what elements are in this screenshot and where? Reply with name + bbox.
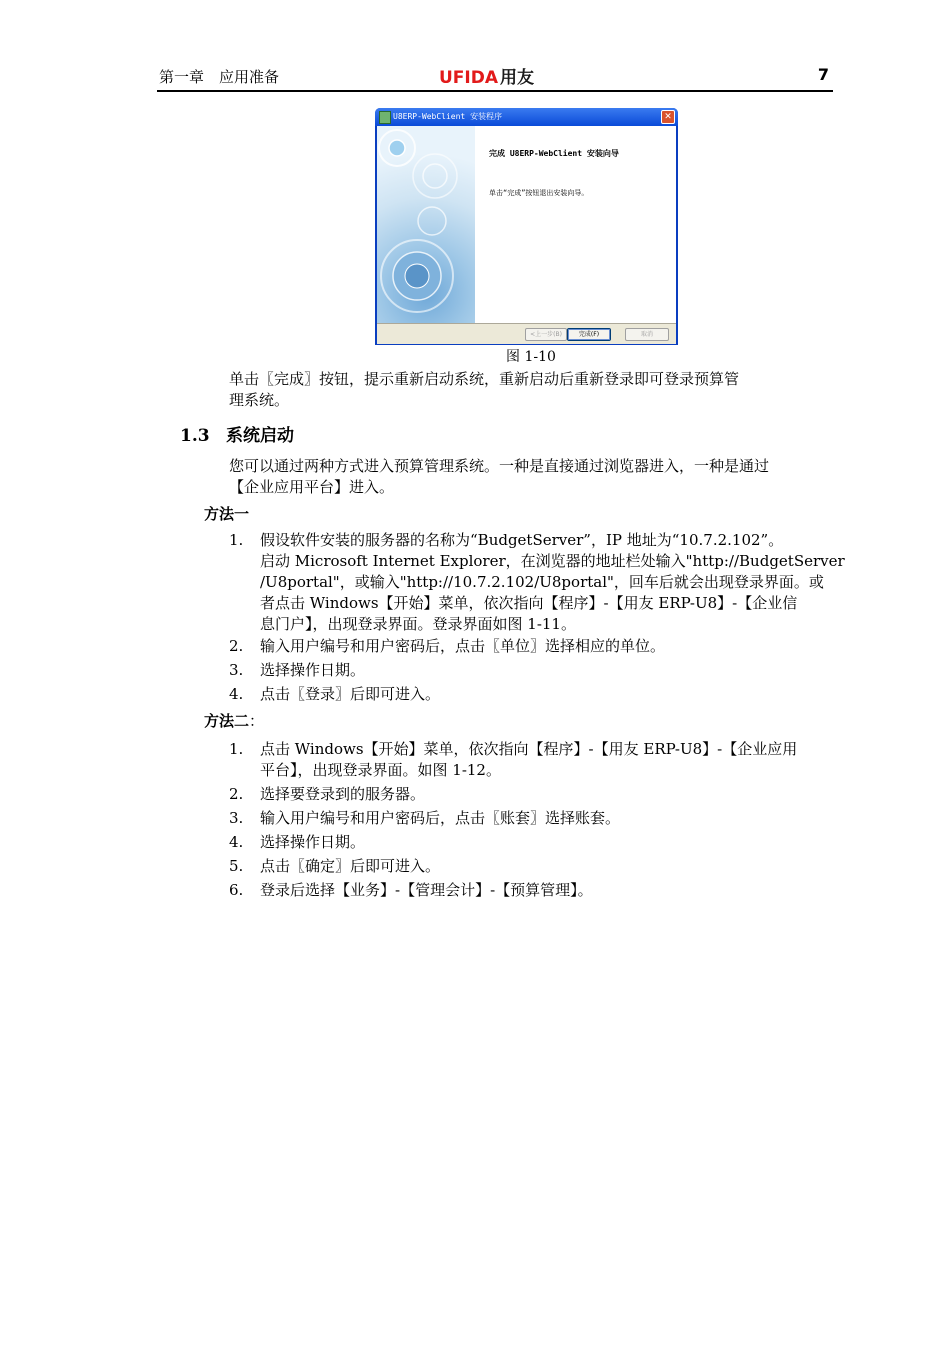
section-para-line-2: 【企业应用平台】进入。 bbox=[229, 478, 395, 496]
installer-window bbox=[375, 108, 678, 345]
list-number: 1. bbox=[229, 740, 244, 758]
list-item: 输入用户编号和用户密码后，点击〖账套〗选择账套。 bbox=[260, 809, 621, 827]
list-item: /U8portal"，或输入"http://10.7.2.102/U8portal"，回车后就会出现登录界面。或 bbox=[260, 573, 824, 591]
finish-button[interactable]: 完成(F) bbox=[567, 328, 611, 341]
list-item: 选择操作日期。 bbox=[260, 833, 366, 851]
ufida-logo: UFIDA 用友 bbox=[439, 68, 535, 88]
list-item: 启动 Microsoft Internet Explorer，在浏览器的地址栏处输入"http://BudgetServer bbox=[260, 552, 845, 570]
installer-heading: 完成 U8ERP-WebClient 安装向导 bbox=[489, 149, 619, 158]
list-item: 平台】，出现登录界面。如图 1-12。 bbox=[260, 761, 501, 779]
list-item: 输入用户编号和用户密码后，点击〖单位〗选择相应的单位。 bbox=[260, 637, 666, 655]
list-number: 4. bbox=[229, 685, 244, 703]
intro-line-1: 单击〖完成〗按钮，提示重新启动系统，重新启动后重新登录即可登录预算管 bbox=[229, 370, 740, 388]
installer-body bbox=[377, 126, 676, 343]
installer-title: U8ERP-WebClient 安装程序 bbox=[393, 112, 503, 121]
list-number: 4. bbox=[229, 833, 244, 851]
cancel-button[interactable]: 取消 bbox=[625, 328, 669, 341]
list-number: 3. bbox=[229, 809, 244, 827]
list-item: 点击〖登录〗后即可进入。 bbox=[260, 685, 441, 703]
installer-side-graphic bbox=[377, 126, 475, 323]
list-item: 选择要登录到的服务器。 bbox=[260, 785, 426, 803]
page-header bbox=[157, 62, 833, 92]
close-icon[interactable]: ✕ bbox=[661, 110, 675, 124]
list-item: 点击〖确定〗后即可进入。 bbox=[260, 857, 441, 875]
list-item: 登录后选择【业务】-【管理会计】-【预算管理】。 bbox=[260, 881, 593, 899]
list-item: 者点击 Windows【开始】菜单，依次指向【程序】-【用友 ERP-U8】-【企业信 bbox=[260, 594, 798, 612]
back-button[interactable]: <上一步(B) bbox=[525, 328, 567, 341]
installer-footer bbox=[377, 323, 676, 344]
list-number: 3. bbox=[229, 661, 244, 679]
list-item: 假设软件安装的服务器的名称为“BudgetServer”，IP 地址为“10.7.2.102”。 bbox=[260, 531, 784, 549]
list-item: 点击 Windows【开始】菜单，依次指向【程序】-【用友 ERP-U8】-【企业应用 bbox=[260, 740, 798, 758]
installer-title-bar bbox=[375, 108, 678, 126]
list-number: 5. bbox=[229, 857, 244, 875]
section-para-line-1: 您可以通过两种方式进入预算管理系统。一种是直接通过浏览器进入，一种是通过 bbox=[229, 457, 770, 475]
list-number: 6. bbox=[229, 881, 244, 899]
section-heading: 1.3 系统启动 bbox=[180, 426, 294, 446]
figure-caption: 图 1-10 bbox=[506, 349, 556, 365]
installer-message: 单击“完成”按钮退出安装向导。 bbox=[489, 189, 589, 197]
list-number: 1. bbox=[229, 531, 244, 549]
list-item: 息门户】，出现登录界面。登录界面如图 1-11。 bbox=[260, 615, 576, 633]
list-number: 2. bbox=[229, 637, 244, 655]
chapter-title: 第一章 应用准备 bbox=[159, 68, 280, 86]
installer-app-icon bbox=[379, 111, 391, 124]
intro-line-2: 理系统。 bbox=[229, 391, 290, 409]
page-number: 7 bbox=[817, 65, 829, 84]
method-1-title: 方法一 bbox=[204, 505, 250, 523]
list-item: 选择操作日期。 bbox=[260, 661, 366, 679]
method-2-title: 方法二： bbox=[204, 712, 265, 730]
list-number: 2. bbox=[229, 785, 244, 803]
